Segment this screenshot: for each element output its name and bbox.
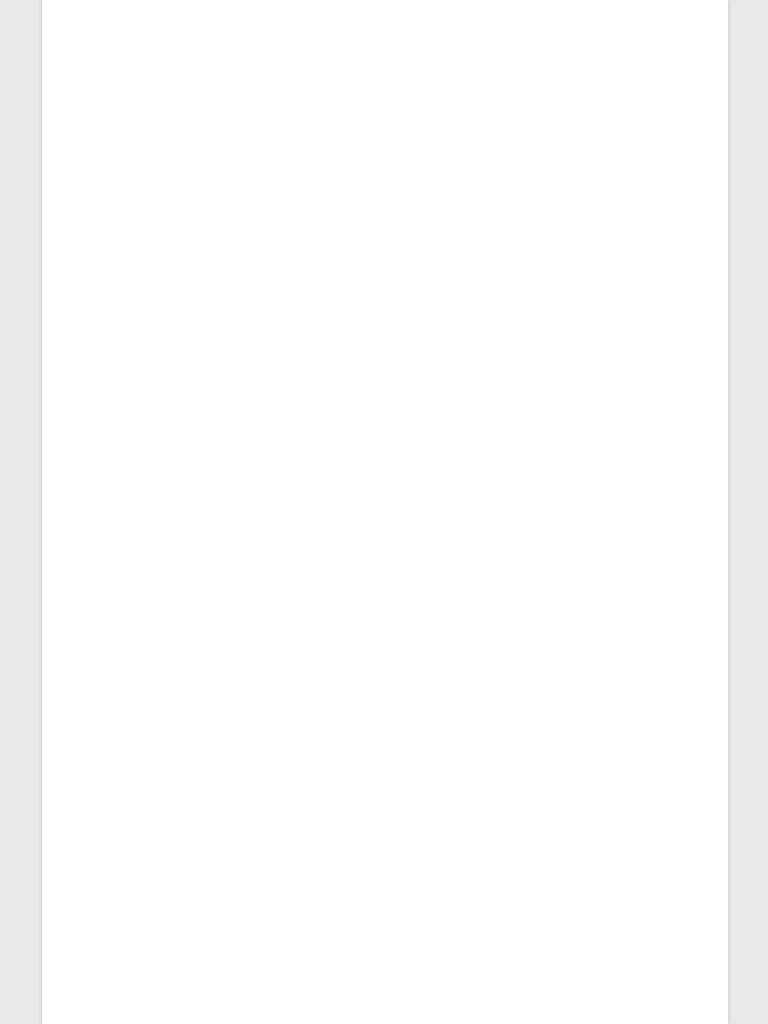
section-heading (68, 707, 702, 713)
paragraph (68, 504, 702, 522)
document-section (68, 124, 702, 172)
paragraph (68, 154, 702, 172)
section-heading (68, 71, 702, 77)
paragraph (68, 451, 702, 469)
paragraph (68, 525, 702, 543)
document-page (42, 0, 728, 1024)
document-section (68, 442, 702, 490)
document-section (68, 495, 702, 543)
paragraph (68, 684, 702, 702)
document-section (68, 18, 702, 66)
paragraph (68, 366, 702, 384)
paragraph (68, 610, 702, 628)
section-heading (68, 654, 702, 660)
document-section (68, 283, 702, 331)
section-heading (68, 813, 702, 819)
section-heading (68, 442, 702, 448)
paragraph (68, 578, 702, 596)
document-section (68, 654, 702, 702)
paragraph (68, 80, 702, 98)
document-section (68, 389, 702, 437)
document-section (68, 230, 702, 278)
document-section (68, 760, 702, 808)
paragraph (68, 345, 702, 363)
section-heading (68, 18, 702, 24)
document-section (68, 336, 702, 384)
document-section (68, 707, 702, 755)
paragraph (68, 716, 702, 734)
paragraph (68, 101, 702, 119)
paragraph (68, 822, 702, 840)
section-heading (68, 601, 702, 607)
document-section (68, 71, 702, 119)
page-title (42, 0, 728, 9)
paragraph (68, 557, 702, 575)
section-heading (68, 230, 702, 236)
paragraph (68, 133, 702, 151)
section-heading (68, 866, 702, 872)
document-section (68, 177, 702, 225)
document-section (68, 919, 702, 967)
paragraph (68, 398, 702, 416)
paragraph (68, 769, 702, 787)
paragraph (68, 737, 702, 755)
paragraph (68, 292, 702, 310)
paragraph (68, 896, 702, 914)
document-section (68, 548, 702, 596)
section-heading (68, 336, 702, 342)
paragraph (68, 928, 702, 946)
document-section (68, 866, 702, 914)
section-heading (68, 495, 702, 501)
paragraph (68, 27, 702, 45)
paragraph (68, 419, 702, 437)
section-heading (68, 283, 702, 289)
section-heading (68, 389, 702, 395)
document-section (68, 813, 702, 861)
paragraph (68, 239, 702, 257)
paragraph (68, 472, 702, 490)
document-section (68, 601, 702, 649)
paragraph (68, 663, 702, 681)
paragraph (68, 875, 702, 893)
paragraph (68, 186, 702, 204)
paragraph (68, 949, 702, 967)
paragraph (68, 313, 702, 331)
section-heading (68, 760, 702, 766)
section-heading (68, 177, 702, 183)
section-heading (68, 124, 702, 130)
section-heading (68, 919, 702, 925)
paragraph (68, 48, 702, 66)
paragraph (68, 631, 702, 649)
paragraph (68, 843, 702, 861)
paragraph (68, 260, 702, 278)
paragraph (68, 207, 702, 225)
document-body (42, 9, 728, 967)
section-heading (68, 548, 702, 554)
paragraph (68, 790, 702, 808)
